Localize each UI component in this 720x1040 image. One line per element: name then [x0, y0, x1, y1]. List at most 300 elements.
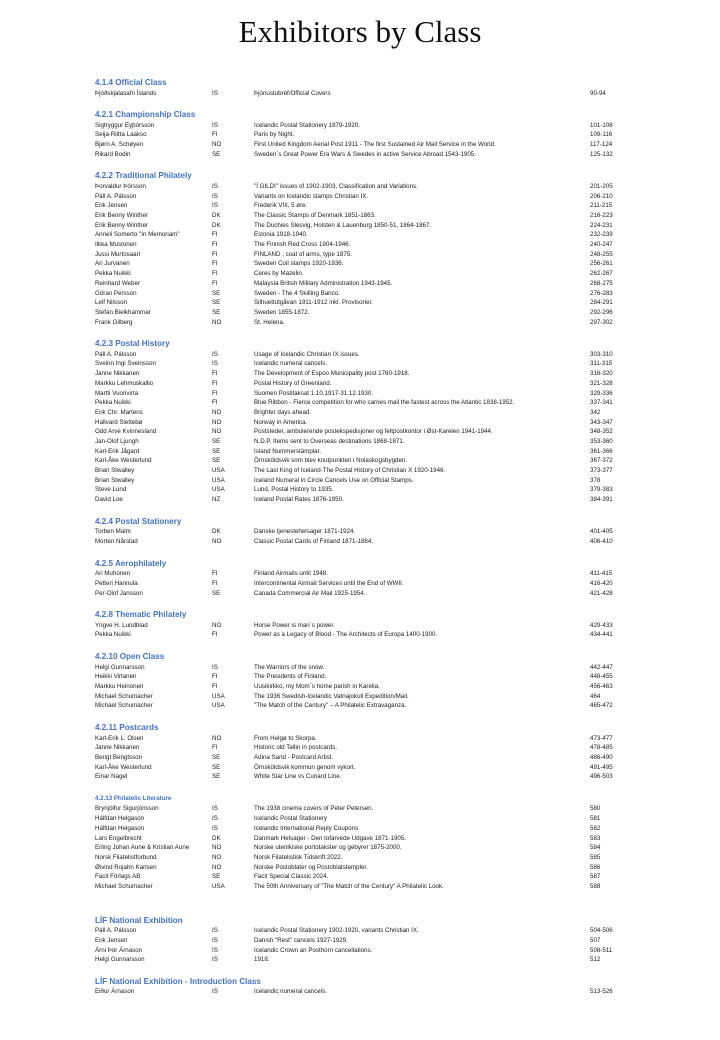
country-code: SE	[212, 763, 221, 771]
frame-numbers: 367-372	[590, 457, 613, 465]
exhibitor-row	[95, 408, 695, 418]
exhibitor-row	[95, 437, 695, 447]
exhibitor-name: Pekka Nuikki	[95, 270, 131, 278]
country-code: FI	[212, 673, 218, 681]
country-code: DK	[212, 221, 221, 229]
country-code: NZ	[212, 496, 221, 504]
frame-numbers: 584	[590, 844, 601, 852]
frame-numbers: 224-231	[590, 221, 613, 229]
country-code: USA	[212, 702, 225, 710]
country-code: USA	[212, 467, 225, 474]
exhibit-title: FINLAND , coat of arms, type 1875.	[254, 250, 353, 258]
frame-numbers: 373-377	[590, 467, 613, 474]
exhibit-title: Danish "Rest" cancels 1927-1929.	[254, 936, 348, 944]
exhibitor-row	[95, 250, 695, 260]
frame-numbers: 429-433	[590, 621, 613, 629]
class-section	[95, 652, 695, 711]
frame-numbers: 343-347	[590, 418, 613, 426]
frame-numbers: 580	[590, 805, 601, 813]
exhibit-title: From Helgø to Skorpa.	[254, 734, 317, 742]
class-section	[95, 339, 695, 505]
exhibitor-row	[95, 621, 695, 631]
country-code: FI	[212, 379, 218, 387]
exhibit-title: Icelandic Postal Stationery	[254, 815, 327, 823]
section-heading: 4.2.11 Postcards	[95, 723, 159, 732]
exhibit-title: Silhuettutgåvan 1911-1912 inkl. Provisorier.	[254, 299, 373, 307]
frame-numbers: 586	[590, 863, 601, 871]
exhibitor-name: Per-Olof Jansson	[95, 589, 143, 597]
country-code: IS	[212, 946, 218, 954]
frame-numbers: 416-420	[590, 579, 613, 587]
exhibitor-row	[95, 824, 695, 834]
exhibitor-name: Odd Arve Kvinnesland	[95, 428, 157, 436]
country-code: NO	[212, 428, 222, 436]
frame-numbers: 464	[590, 692, 601, 700]
class-section	[95, 916, 695, 965]
exhibitor-row	[95, 734, 695, 744]
exhibitor-row	[95, 863, 695, 873]
exhibitor-row	[95, 692, 695, 702]
exhibitor-name: Torben Malm	[95, 528, 131, 536]
frame-numbers: 486-490	[590, 753, 613, 761]
frame-numbers: 478-485	[590, 744, 613, 752]
country-code: IS	[212, 360, 218, 368]
exhibitor-name: Brian Stwalley	[95, 467, 135, 474]
frame-numbers: 491-495	[590, 763, 613, 771]
frame-numbers: 268-275	[590, 279, 613, 287]
country-code: NO	[212, 141, 222, 149]
country-code: SE	[212, 753, 221, 761]
frame-numbers: 90-94	[590, 89, 606, 97]
section-heading: 4.2.10 Open Class	[95, 652, 165, 662]
exhibitor-row	[95, 308, 695, 318]
exhibitor-name: Hálfdan Helgason	[95, 815, 145, 823]
exhibitor-row	[95, 369, 695, 379]
frame-numbers: 513-526	[590, 988, 613, 996]
exhibitor-row	[95, 201, 695, 211]
exhibitor-name: Eiður Árnason	[95, 988, 135, 996]
exhibitor-row	[95, 140, 695, 150]
exhibitor-row	[95, 579, 695, 589]
class-section	[95, 610, 695, 640]
exhibit-title: Norske Postoblater og Postoblatstempler.	[254, 863, 368, 871]
exhibit-title: Brighter days ahead.	[254, 408, 312, 416]
country-code: USA	[212, 486, 225, 494]
country-code: NO	[212, 537, 222, 545]
exhibitor-row	[95, 682, 695, 692]
exhibitor-row	[95, 955, 695, 965]
exhibitor-row	[95, 192, 695, 202]
exhibitor-row	[95, 427, 695, 437]
exhibit-title: Sweden Coil stamps 1920-1936.	[254, 260, 344, 268]
exhibitor-name: Bengt Bengtsson	[95, 753, 143, 761]
exhibit-title: Postal History of Greenland.	[254, 379, 332, 387]
exhibit-title: The 50th Anniversary of "The Match of the Century" A Philatelic Look.	[254, 882, 444, 890]
exhibitor-name: Stefan Bielkhammar	[95, 308, 151, 316]
country-code: NO	[212, 734, 222, 742]
exhibitor-name: Göran Persson	[95, 289, 137, 297]
exhibit-title: Icelandic Crown an Posthorn cancellations.	[254, 946, 373, 954]
country-code: IS	[212, 824, 218, 832]
exhibit-title: The 1936 Swedish-Icelandic Vatnajokull Expedition/Mail.	[254, 692, 409, 700]
country-code: USA	[212, 692, 225, 700]
frame-numbers: 316-320	[590, 370, 613, 378]
section-heading: 4.2.13 Philatelic Literature	[95, 794, 172, 802]
country-code: SE	[212, 299, 221, 307]
country-code: FI	[212, 260, 218, 268]
exhibit-title: Danmark Helsager - Den tofarvede Udgave 1871-1905.	[254, 834, 407, 842]
exhibit-title: Ceres by Mazelin.	[254, 270, 304, 278]
exhibitor-name: Martti Vuorivirta	[95, 389, 139, 397]
frame-numbers: 348-352	[590, 428, 613, 436]
exhibitor-name: Sveinn Ingi Sveinsson	[95, 360, 156, 368]
exhibit-title: Örnsköldsvik kommun genom vykort.	[254, 763, 356, 771]
exhibitor-name: Janne Nikkanen	[95, 744, 140, 752]
exhibitor-row	[95, 772, 695, 782]
frame-numbers: 329-336	[590, 389, 613, 397]
exhibitor-row	[95, 527, 695, 537]
exhibitor-name: Markku Heinonen	[95, 682, 144, 690]
exhibit-title: Norsk Filatelistisk Tidskrift 2022.	[254, 853, 343, 861]
exhibitor-name: Erik Benny Winther	[95, 212, 148, 219]
exhibitor-name: Heikki Virtanen	[95, 673, 137, 681]
exhibitor-name: Frank Gilberg	[95, 318, 133, 326]
country-code: FI	[212, 570, 218, 578]
country-code: NO	[212, 853, 222, 861]
exhibit-title: The Finnish Red Cross 1904-1946.	[254, 241, 351, 249]
section-heading: 4.2.3 Postal History	[95, 339, 170, 349]
frame-numbers: 587	[590, 873, 601, 881]
exhibitor-name: Facit Förlags AB	[95, 873, 141, 881]
country-code: IS	[212, 89, 218, 97]
frame-numbers: 401-405	[590, 528, 613, 536]
country-code: IS	[212, 936, 218, 944]
frame-numbers: 232-239	[590, 231, 613, 239]
exhibitor-row	[95, 569, 695, 579]
exhibit-title: Power as a Legacy of Blood - The Architects of Europa 1400-1900.	[254, 631, 438, 639]
exhibitor-name: Jussi Murtosaari	[95, 250, 141, 258]
exhibitor-name: Jan-Olof Ljungh	[95, 437, 139, 445]
exhibit-title: St. Helena.	[254, 318, 285, 326]
class-section	[95, 559, 695, 599]
exhibit-title: The Presidents of Finland.	[254, 673, 327, 681]
exhibitor-name: Lars Engelbrecht	[95, 834, 142, 842]
exhibit-title: Adina Sand - Postcard Artist.	[254, 753, 334, 761]
exhibitor-row	[95, 763, 695, 773]
exhibitor-name: Helgi Gunnarsson	[95, 956, 145, 964]
exhibit-title: Poststeder, ambulerende postekspedisjoner og feltpostkontor i Øst-Karelen 1941-1944.	[254, 428, 493, 436]
country-code: IS	[212, 202, 218, 210]
frame-numbers: 125-132	[590, 150, 613, 158]
exhibitor-name: David Loe	[95, 496, 123, 504]
country-code: FI	[212, 399, 218, 407]
exhibitor-name: Erik Jensen	[95, 936, 128, 944]
exhibit-title: Horse Power is man´s power.	[254, 621, 335, 629]
exhibitor-name: Rikard Bodin	[95, 150, 131, 158]
country-code: IS	[212, 192, 218, 200]
exhibit-title: N.D.P. Items sent to Overseas destinations 1868-1871.	[254, 437, 405, 445]
exhibitor-row	[95, 389, 695, 399]
exhibitor-name: Reinhard Weber	[95, 279, 140, 287]
exhibitor-name: Anneli Somerto "In Memoriam"	[95, 231, 180, 239]
exhibitor-name: Petteri Hannula	[95, 579, 138, 587]
frame-numbers: 284-291	[590, 299, 613, 307]
exhibitor-name: Markku Lehmuskallio	[95, 379, 154, 387]
frame-numbers: 507	[590, 936, 601, 944]
exhibitor-name: Øivind Rojahn Karlsen	[95, 863, 157, 871]
exhibitor-row	[95, 476, 695, 486]
country-code: IS	[212, 927, 218, 935]
frame-numbers: 465-472	[590, 702, 613, 710]
country-code: SE	[212, 589, 221, 597]
exhibitor-row	[95, 279, 695, 289]
frame-numbers: 496-503	[590, 773, 613, 781]
exhibitor-row	[95, 289, 695, 299]
exhibitor-name: Norsk Filatelistforbund	[95, 853, 157, 861]
frame-numbers: 109-116	[590, 131, 613, 139]
exhibitor-name: Brynjólfur Sigurjónsson	[95, 805, 159, 813]
exhibitor-row	[95, 121, 695, 131]
exhibitor-row	[95, 318, 695, 328]
exhibit-title: 1918.	[254, 956, 270, 964]
exhibitor-name: Karl-Erik Jågard	[95, 447, 140, 455]
exhibit-title: Finland Airmails until 1948.	[254, 570, 328, 578]
country-code: SE	[212, 873, 221, 881]
page-title: Exhibitors by Class	[238, 14, 482, 49]
section-heading: 4.2.8 Thematic Philately	[95, 610, 187, 620]
country-code: NO	[212, 408, 222, 416]
exhibitor-row	[95, 743, 695, 753]
exhibitor-name: Michael Schumacher	[95, 692, 153, 700]
exhibitor-name: Steve Lund	[95, 486, 127, 494]
exhibitor-name: Karl-Erik L. Olsen	[95, 734, 144, 742]
exhibit-title: "The Match of the Century" – A Philatelic Extravaganza.	[254, 702, 407, 710]
exhibitor-name: Erling Johan Aune & Kristian Aune	[95, 844, 190, 852]
exhibitor-row	[95, 298, 695, 308]
exhibit-title: Icelandic numeral cancels.	[254, 988, 327, 996]
country-code: FI	[212, 250, 218, 258]
class-section	[95, 171, 695, 327]
class-section	[95, 977, 695, 997]
section-heading: 4.2.1 Championship Class	[95, 110, 196, 120]
exhibit-title: Estonia 1918-1940.	[254, 231, 308, 239]
frame-numbers: 276-283	[590, 289, 613, 297]
frame-numbers: 201-205	[590, 182, 613, 190]
country-code: FI	[212, 682, 218, 690]
exhibitor-name: Ari Jurvanen	[95, 260, 130, 268]
exhibit-title: Classic Postal Cards of Finland 1871-1884.	[254, 537, 374, 545]
exhibitor-name: Þorvaldur Þórsson	[95, 182, 146, 190]
exhibitor-name: Pekka Nuikki	[95, 399, 131, 407]
country-code: IS	[212, 988, 218, 996]
frame-numbers: 321-328	[590, 379, 613, 387]
frame-numbers: 101-108	[590, 121, 613, 129]
exhibitor-row	[95, 987, 695, 997]
exhibitor-name: Leif Nilsson	[95, 299, 127, 307]
country-code: IS	[212, 350, 218, 358]
exhibit-title: Usage of Icelandic Christian IX issues.	[254, 350, 360, 358]
exhibit-title: The Duchies Slesvig, Holsten & Lauenburg 1850-51, 1864-1867.	[254, 221, 432, 229]
frame-numbers: 117-124	[590, 141, 613, 149]
country-code: FI	[212, 231, 218, 239]
exhibitor-name: Hálfdan Helgason	[95, 824, 145, 832]
exhibit-title: Historic old Tallin in postcards.	[254, 744, 338, 752]
exhibitor-row	[95, 130, 695, 140]
section-heading: LÍF National Exhibition	[95, 915, 183, 925]
section-heading: 4.2.5 Aerophilately	[95, 558, 167, 568]
country-code: IS	[212, 956, 218, 964]
exhibit-title: The Last King of Iceland-The Postal History of Christian X 1920-1946.	[254, 467, 446, 474]
exhibitor-row	[95, 843, 695, 853]
frame-numbers: 311-315	[590, 360, 613, 368]
country-code: FI	[212, 279, 218, 287]
frame-numbers: 421-428	[590, 589, 613, 597]
country-code: SE	[212, 308, 221, 316]
frame-numbers: 378	[590, 476, 601, 484]
class-section	[95, 723, 695, 782]
country-code: FI	[212, 389, 218, 397]
country-code: SE	[212, 437, 221, 445]
exhibit-title: Þjónustubréf/Official Covers	[254, 89, 331, 97]
frame-numbers: 292-296	[590, 308, 613, 316]
exhibitor-row	[95, 359, 695, 369]
class-section	[95, 794, 695, 892]
section-heading: 4.1.4 Official Class	[95, 78, 167, 87]
exhibitor-row	[95, 630, 695, 640]
exhibitor-row	[95, 269, 695, 279]
frame-numbers: 456-463	[590, 682, 613, 690]
frame-numbers: 248-255	[590, 250, 613, 258]
exhibitor-row	[95, 350, 695, 360]
country-code: NO	[212, 318, 222, 326]
country-code: FI	[212, 579, 218, 587]
exhibitor-name: Pekka Nuikki	[95, 631, 131, 639]
exhibitor-list	[95, 66, 695, 997]
exhibit-title: Danske tjenestehelsager 1871-1924.	[254, 528, 356, 536]
exhibit-title: Malaysia British Military Administration 1943-1945.	[254, 279, 393, 287]
exhibit-title: Blue Ribbon - Fierce competition for who carries mail the fastest across the Atlantic 1838-1952.	[254, 399, 515, 407]
frame-numbers: 442-447	[590, 663, 613, 671]
exhibit-title: Canada Commercial Air Mail 1925-1954.	[254, 589, 366, 597]
exhibitor-row	[95, 882, 695, 892]
frame-numbers: 256-261	[590, 260, 613, 268]
country-code: DK	[212, 834, 221, 842]
frame-numbers: 582	[590, 824, 601, 832]
exhibitor-name: Karl-Åke Westerlund	[95, 763, 152, 771]
exhibit-title: The 1938 cinema covers of Peter Petersen.	[254, 805, 374, 813]
exhibit-title: The Development of Espoo Municipality post 1760-1918.	[254, 370, 410, 378]
exhibit-title: Facit Special Classic 2024.	[254, 873, 329, 881]
country-code: FI	[212, 370, 218, 378]
exhibitor-row	[95, 495, 695, 505]
exhibitor-row	[95, 211, 695, 221]
exhibitor-row	[95, 672, 695, 682]
country-code: IS	[212, 121, 218, 129]
exhibitor-row	[95, 259, 695, 269]
frame-numbers: 473-477	[590, 734, 613, 742]
frame-numbers: 504-506	[590, 927, 613, 935]
exhibit-title: The Classic Stamps of Denmark 1851-1863.	[254, 212, 376, 219]
exhibitor-name: Erik Jensen	[95, 202, 128, 210]
country-code: IS	[212, 815, 218, 823]
exhibitor-row	[95, 701, 695, 711]
exhibitor-row	[95, 379, 695, 389]
exhibit-title: Intercontinental Airmail Services until the End of WWII.	[254, 579, 404, 587]
frame-numbers: 583	[590, 834, 601, 842]
section-heading: LÍF National Exhibition - Introduction Class	[95, 976, 261, 986]
country-code: USA	[212, 476, 225, 484]
frame-numbers: 353-360	[590, 437, 613, 445]
exhibit-title: The Warriors of the snow.	[254, 663, 325, 671]
frame-numbers: 384-391	[590, 496, 613, 504]
exhibit-title: Iceland Numeral in Circle Cancels Use on Official Stamps.	[254, 476, 414, 484]
frame-numbers: 581	[590, 815, 601, 823]
exhibitor-row	[95, 230, 695, 240]
exhibitor-row	[95, 936, 695, 946]
exhibit-title: Iceland Postal Rates 1876-1950.	[254, 496, 344, 504]
exhibit-title: Icelandic Postal Stationery 1879-1920.	[254, 121, 360, 129]
exhibit-title: Icelandic numeral cancels.	[254, 360, 327, 368]
exhibit-title: "Í GILDI" issues of 1902-1903, Classification and Variations.	[254, 182, 418, 190]
frame-numbers: 211-215	[590, 202, 613, 210]
exhibitor-name: Ari Muhonen	[95, 570, 131, 578]
exhibitor-row	[95, 456, 695, 466]
exhibitor-row	[95, 89, 695, 99]
frame-numbers: 337-341	[590, 399, 613, 407]
exhibitor-row	[95, 589, 695, 599]
exhibitor-name: Michael Schumacher	[95, 702, 153, 710]
country-code: FI	[212, 744, 218, 752]
country-code: IS	[212, 663, 218, 671]
frame-numbers: 216-223	[590, 212, 613, 219]
exhibitor-row	[95, 485, 695, 495]
exhibitor-row	[95, 834, 695, 844]
exhibit-title: First United Kingdom Aerial Post 1911 - The first Sustained Air Mail Service in the World.	[254, 141, 496, 149]
exhibitor-row	[95, 663, 695, 673]
country-code: SE	[212, 447, 221, 455]
exhibit-title: Frederik VIII, 5 øre.	[254, 202, 308, 210]
exhibitor-name: Yngve H. Lundblad	[95, 621, 148, 629]
frame-numbers: 406-410	[590, 537, 613, 545]
exhibitor-row	[95, 182, 695, 192]
exhibitor-row	[95, 221, 695, 231]
exhibit-title: Uusikirkko, my Mom´s home parish in Karelia.	[254, 682, 380, 690]
country-code: NO	[212, 844, 222, 852]
exhibitor-row	[95, 872, 695, 882]
exhibit-title: Island Nummerstämplar.	[254, 447, 322, 455]
exhibitor-row	[95, 814, 695, 824]
exhibit-title: Lund, Postal History to 1935.	[254, 486, 334, 494]
country-code: FI	[212, 131, 218, 139]
exhibitor-row	[95, 804, 695, 814]
country-code: DK	[212, 528, 221, 536]
exhibitor-row	[95, 753, 695, 763]
country-code: IS	[212, 182, 218, 190]
exhibitor-name: Einar Nagel	[95, 773, 128, 781]
frame-numbers: 434-441	[590, 631, 613, 639]
country-code: DK	[212, 212, 221, 219]
exhibitor-row	[95, 398, 695, 408]
frame-numbers: 206-210	[590, 192, 613, 200]
exhibitor-name: Karl-Åke Westerlund	[95, 457, 152, 465]
exhibit-title: Variants on Icelandic stamps Christian IX.	[254, 192, 369, 200]
country-code: SE	[212, 150, 221, 158]
country-code: USA	[212, 882, 225, 890]
exhibitor-name: Páll A. Pálsson	[95, 350, 137, 358]
exhibitor-row	[95, 926, 695, 936]
exhibit-title: Icelandic Postal Stationery 1902-1920, variants Christian IX.	[254, 927, 419, 935]
exhibitor-name: Michael Schumacher	[95, 882, 153, 890]
